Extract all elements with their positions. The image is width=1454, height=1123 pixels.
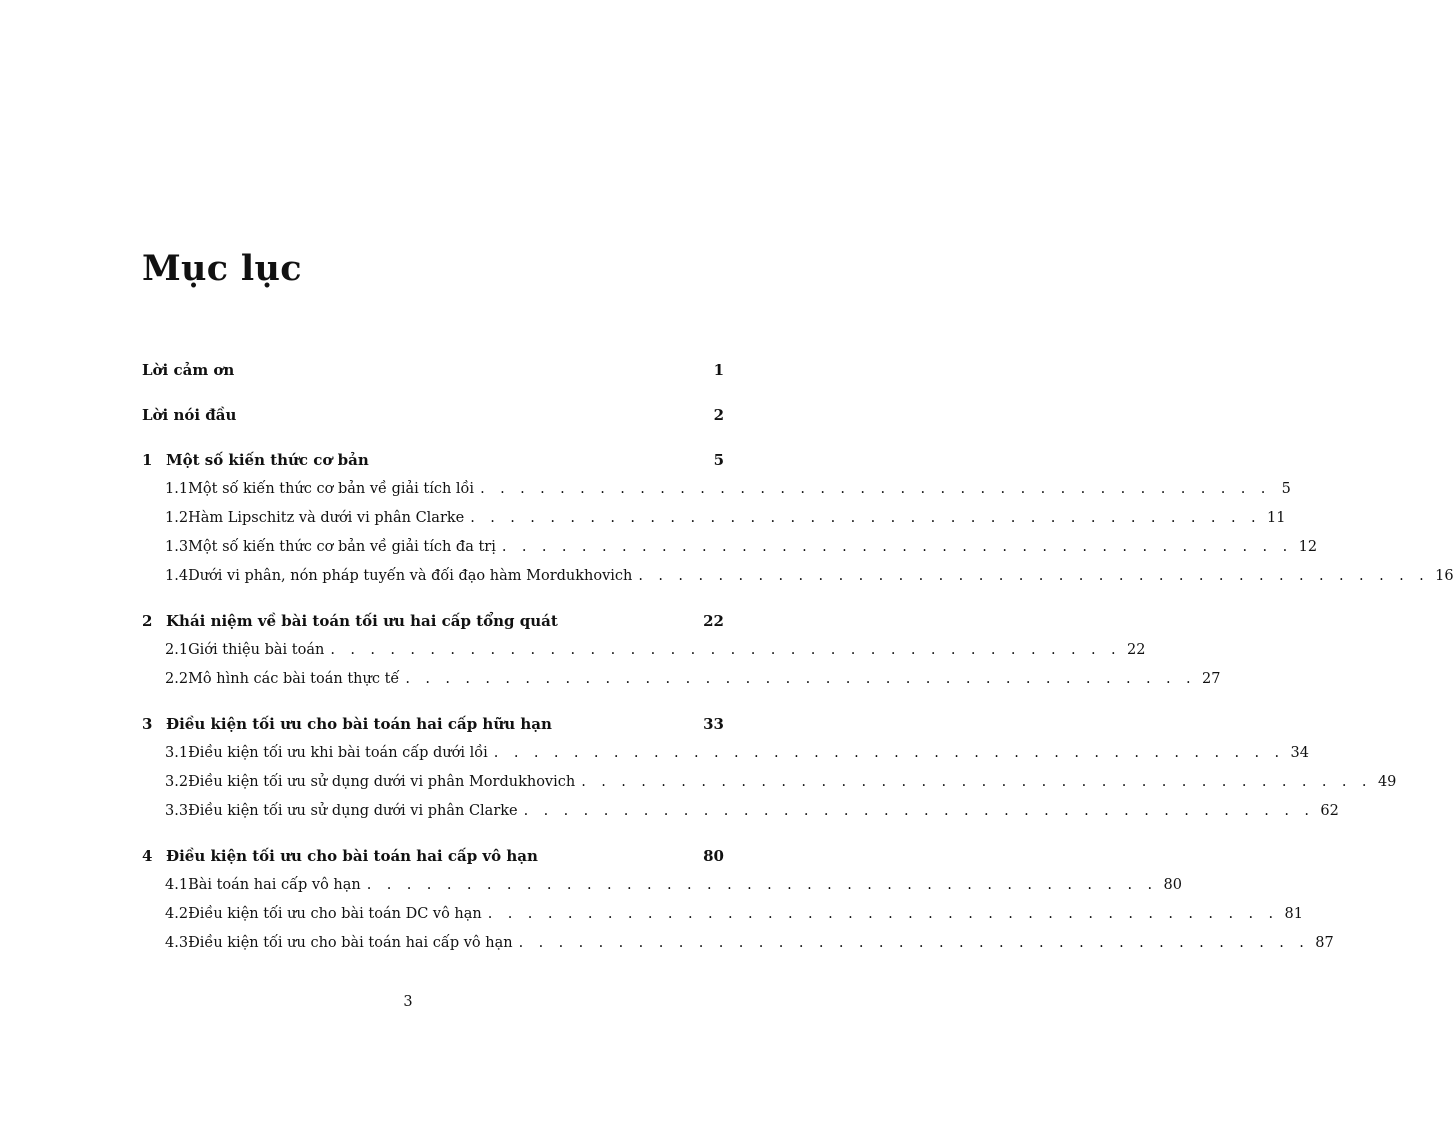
section-number: 4.3 — [165, 935, 189, 951]
section-number: 3.1 — [165, 745, 189, 761]
section-number: 2.2 — [165, 671, 189, 687]
chapter-number: 4 — [142, 847, 153, 865]
toc-chapter-2[interactable] — [142, 607, 724, 636]
section-number: 3.2 — [165, 774, 189, 790]
section-title: Giới thiệu bài toán — [188, 642, 325, 658]
section-title: Một số kiến thức cơ bản về giải tích đa trị — [188, 539, 496, 555]
dot-leader: . . . . . . . . . . . . . . . . . . . . . . . . . . . . . . . . . . . . . . . . — [480, 481, 1271, 497]
toc-page-number: 34 — [1290, 745, 1309, 761]
toc-page-number: 81 — [1284, 906, 1303, 922]
section-number: 4.1 — [165, 877, 189, 893]
toc-section[interactable] — [142, 739, 1309, 768]
chapter-number: 3 — [142, 715, 153, 733]
chapter-number: 1 — [142, 451, 153, 469]
toc-page-number: 62 — [1320, 803, 1339, 819]
section-title: Mô hình các bài toán thực tế — [188, 671, 400, 687]
toc-section[interactable] — [142, 768, 1397, 797]
page-title: Mục lục — [142, 248, 302, 289]
section-number: 3.3 — [165, 803, 189, 819]
section-title: Điều kiện tối ưu sử dụng dưới vi phân Mordukhovich — [188, 774, 576, 790]
table-of-contents — [142, 356, 1454, 958]
dot-leader: . . . . . . . . . . . . . . . . . . . . . . . . . . . . . . . . . . . . . . . . — [638, 568, 1430, 584]
section-number: 2.1 — [165, 642, 189, 658]
toc-entry-acknowledgements[interactable] — [142, 356, 724, 385]
dot-leader: . . . . . . . . . . . . . . . . . . . . . . . . . . . . . . . . . . . . . . . . — [523, 803, 1315, 819]
toc-entry-label: Lời cảm ơn — [142, 361, 235, 379]
toc-entry-preface[interactable] — [142, 401, 724, 430]
toc-section[interactable] — [142, 871, 1182, 900]
dot-leader: . . . . . . . . . . . . . . . . . . . . . . . . . . . . . . . . . . . . . . . . — [366, 877, 1158, 893]
dot-leader: . . . . . . . . . . . . . . . . . . . . . . . . . . . . . . . . . . . . . . . . — [581, 774, 1372, 790]
chapter-title: Một số kiến thức cơ bản — [166, 451, 369, 469]
toc-chapter-3[interactable] — [142, 710, 724, 739]
toc-entry-label: Lời nói đầu — [142, 406, 237, 424]
toc-chapter-1[interactable] — [142, 446, 724, 475]
toc-section[interactable] — [142, 929, 1334, 958]
section-title: Điều kiện tối ưu khi bài toán cấp dưới lồi — [188, 745, 488, 761]
section-title: Điều kiện tối ưu cho bài toán hai cấp vô hạn — [188, 935, 513, 951]
section-title: Hàm Lipschitz và dưới vi phân Clarke — [188, 510, 465, 526]
dot-leader: . . . . . . . . . . . . . . . . . . . . . . . . . . . . . . . . . . . . . . . . — [501, 539, 1293, 555]
section-number: 1.4 — [165, 568, 189, 584]
section-number: 1.3 — [165, 539, 189, 555]
toc-page-number: 5 — [713, 451, 724, 469]
chapter-title: Điều kiện tối ưu cho bài toán hai cấp hữu hạn — [166, 715, 552, 733]
section-title: Bài toán hai cấp vô hạn — [188, 877, 361, 893]
toc-page-number: 16 — [1435, 568, 1454, 584]
toc-page-number: 27 — [1202, 671, 1221, 687]
toc-page-number: 5 — [1281, 481, 1291, 497]
toc-page-number: 87 — [1315, 935, 1334, 951]
toc-page-number: 49 — [1377, 774, 1397, 790]
section-number: 1.1 — [165, 481, 189, 497]
toc-section[interactable] — [142, 665, 1221, 694]
toc-page-number: 1 — [713, 361, 724, 379]
dot-leader: . . . . . . . . . . . . . . . . . . . . . . . . . . . . . . . . . . . . . . . . — [493, 745, 1285, 761]
section-number: 4.2 — [165, 906, 189, 922]
section-title: Một số kiến thức cơ bản về giải tích lồi — [188, 481, 475, 497]
toc-page-number: 22 — [1127, 642, 1146, 658]
toc-section[interactable] — [142, 636, 1146, 665]
toc-page-number: 33 — [703, 715, 724, 733]
toc-section[interactable] — [142, 475, 1291, 504]
section-title: Dưới vi phân, nón pháp tuyến và đối đạo hàm Mordukhovich — [188, 568, 633, 584]
toc-page-number: 12 — [1298, 539, 1318, 555]
toc-page-number: 22 — [703, 612, 724, 630]
toc-section[interactable] — [142, 533, 1318, 562]
toc-page-number: 80 — [703, 847, 724, 865]
toc-section[interactable] — [142, 900, 1303, 929]
toc-section[interactable] — [142, 562, 1454, 591]
toc-page-number: 11 — [1266, 510, 1286, 526]
dot-leader: . . . . . . . . . . . . . . . . . . . . . . . . . . . . . . . . . . . . . . . . — [487, 906, 1279, 922]
toc-section[interactable] — [142, 797, 1339, 826]
chapter-title: Điều kiện tối ưu cho bài toán hai cấp vô hạn — [166, 847, 538, 865]
dot-leader: . . . . . . . . . . . . . . . . . . . . . . . . . . . . . . . . . . . . . . . . — [330, 642, 1122, 658]
section-title: Điều kiện tối ưu sử dụng dưới vi phân Clarke — [188, 803, 518, 819]
toc-page-number: 2 — [713, 406, 724, 424]
chapter-title: Khái niệm về bài toán tối ưu hai cấp tổng quát — [166, 612, 558, 630]
dot-leader: . . . . . . . . . . . . . . . . . . . . . . . . . . . . . . . . . . . . . . . . — [470, 510, 1261, 526]
toc-page-number: 80 — [1163, 877, 1182, 893]
section-number: 1.2 — [165, 510, 189, 526]
chapter-number: 2 — [142, 612, 153, 630]
toc-section[interactable] — [142, 504, 1286, 533]
section-title: Điều kiện tối ưu cho bài toán DC vô hạn — [188, 906, 482, 922]
dot-leader: . . . . . . . . . . . . . . . . . . . . . . . . . . . . . . . . . . . . . . . . — [405, 671, 1197, 687]
toc-chapter-4[interactable] — [142, 842, 724, 871]
dot-leader: . . . . . . . . . . . . . . . . . . . . . . . . . . . . . . . . . . . . . . . . — [518, 935, 1310, 951]
page-number-footer: 3 — [403, 994, 413, 1010]
